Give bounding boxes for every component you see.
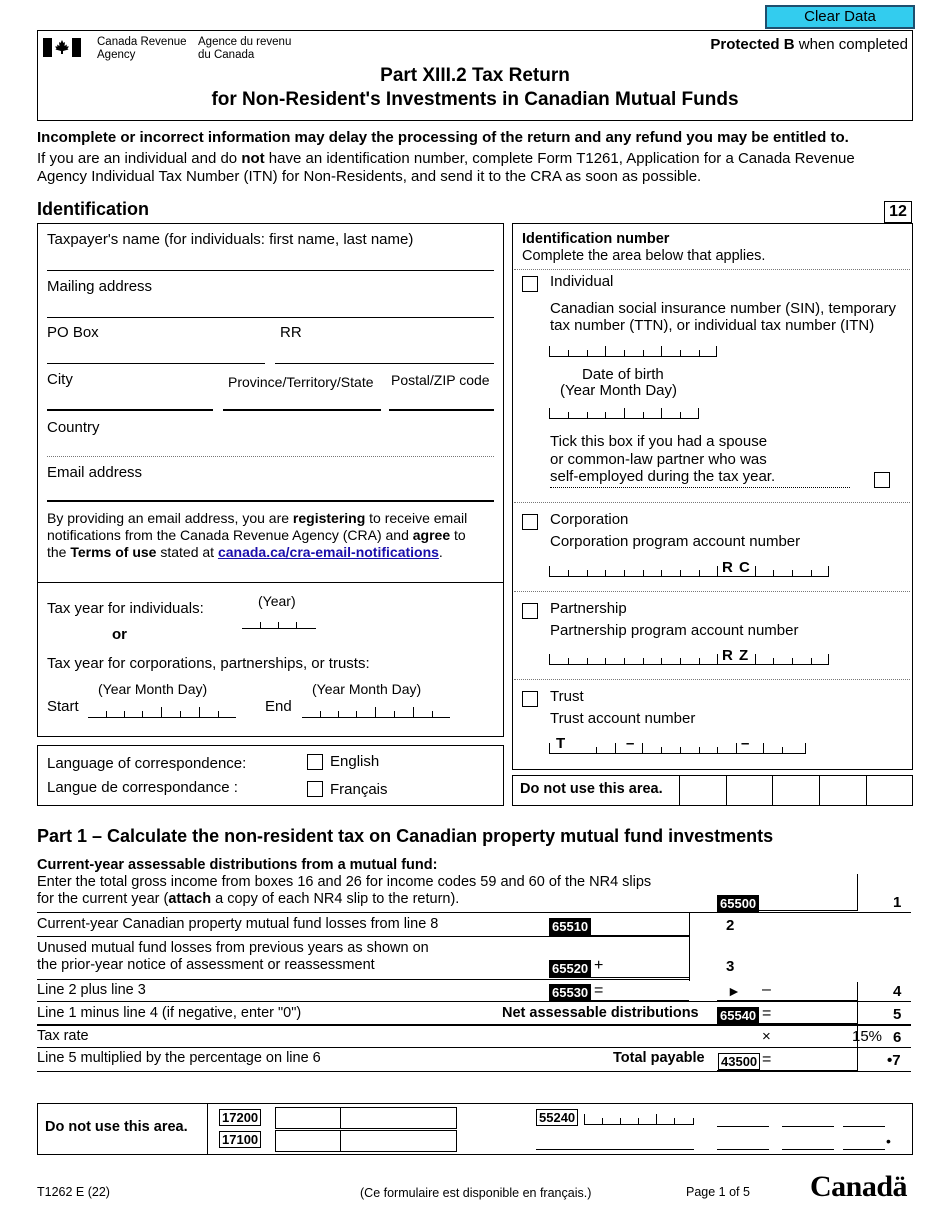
trust-account-label: Trust account number [550,710,696,727]
province-field[interactable] [223,409,381,411]
do-not-use-field [782,1126,834,1127]
divider [37,979,689,980]
agency-name-fr: Agence du revenu du Canada [198,36,292,61]
start-ymd-hint: (Year Month Day) [98,681,208,697]
spouse-self-employed-checkbox[interactable] [874,472,890,488]
equals-sign: = [762,1005,772,1022]
divider [37,1001,911,1002]
line1-amount-field[interactable] [717,910,857,911]
line-number-2: 2 [726,917,735,934]
form-title-line1: Part XIII.2 Tax Return [380,65,570,86]
city-label: City [47,371,73,388]
postal-label: Postal/ZIP code [391,372,490,388]
line5-text: Line 1 minus line 4 (if negative, enter "0") [37,1005,302,1021]
field-code-65530: 65530 [549,984,591,1001]
equals-sign: = [762,1051,772,1068]
do-not-use-field [843,1126,885,1127]
do-not-use-field [843,1149,885,1150]
individual-label: Individual [550,273,614,290]
intro-text-line2: Agency Individual Tax Number (ITN) for Non-Residents, and send it to the CRA as soon as possible. [37,168,702,185]
year-hint: (Year) [258,593,296,609]
field-code-65540: 65540 [717,1007,759,1024]
equals-sign: = [594,982,604,999]
tax-rate-value: 15% [852,1028,883,1045]
line7-text: Line 5 multiplied by the percentage on line 6 [37,1050,321,1066]
mailing-address-field[interactable] [47,317,494,318]
do-not-use-field [717,1149,769,1150]
or-label: or [112,626,127,643]
email-notifications-link[interactable]: canada.ca/cra-email-notifications [217,544,439,560]
divider [340,1130,341,1151]
trust-dash-1: – [626,735,635,752]
divider [514,269,910,270]
id-number-subtitle: Complete the area below that applies. [522,248,766,264]
taxpayer-name-field[interactable] [47,270,494,271]
field-code-65510: 65510 [549,918,591,935]
field-code-65500: 65500 [717,895,759,912]
line-number-5: 5 [893,1006,902,1023]
trust-label: Trust [550,688,584,705]
email-label: Email address [47,464,143,481]
line1-text: Enter the total gross income from boxes 16 and 26 for income codes 59 and 60 of the NR4 slips for the current year (attach a copy of each NR4 slip to the return). [37,874,652,907]
rz-prefix: R Z [722,647,749,664]
field-code-65520: 65520 [549,960,591,977]
divider [37,912,911,913]
form-title-line2: for Non-Resident's Investments in Canadian Mutual Funds [211,89,739,110]
trust-checkbox[interactable] [522,691,538,707]
mailing-address-label: Mailing address [47,278,153,295]
french-availability-note: (Ce formulaire est disponible en français.) [360,1186,592,1200]
divider [207,1103,208,1154]
francais-label: Français [330,781,388,798]
intro-warning: Incomplete or incorrect information may delay the processing of the return and any refund you may be entitled to. [37,129,849,146]
do-not-use-bottom-label: Do not use this area. [45,1119,188,1135]
trust-dash-2: – [741,735,750,752]
total-payable-label: Total payable [613,1050,705,1066]
field-code-17200: 17200 [219,1109,261,1126]
field-code-55240: 55240 [536,1109,578,1126]
language-fr-label: Langue de correspondance : [47,779,238,796]
do-not-use-field [536,1149,694,1150]
line2-text: Current-year Canadian property mutual fund losses from line 8 [37,916,439,932]
line3-text: Unused mutual fund losses from previous years as shown on the prior-year notice of assessment or reassessment [37,940,429,973]
field-code-43500: 43500 [718,1053,760,1070]
line-number-7: •7 [887,1052,901,1069]
plus-sign: + [594,957,604,974]
start-date-field[interactable] [88,703,236,718]
bullet-mark: • [886,1133,891,1149]
line6-text: Tax rate [37,1028,89,1044]
dob-hint: (Year Month Day) [560,382,677,399]
part-account-label: Partnership program account number [550,622,799,639]
divider [726,775,727,805]
line4-text: Line 2 plus line 3 [37,982,146,998]
city-field[interactable] [47,409,213,411]
english-label: English [330,753,380,770]
agency-name-en: Canada Revenue Agency [97,36,187,61]
clear-data-button[interactable]: Clear Data [765,5,915,29]
divider [857,874,858,911]
id-number-title: Identification number [522,231,670,247]
sin-field[interactable] [549,342,717,357]
tax-year-individuals-label: Tax year for individuals: [47,600,204,617]
field-code-17100: 17100 [219,1131,261,1148]
francais-checkbox[interactable] [307,781,323,797]
box-55240-field[interactable] [584,1110,694,1125]
identification-heading: Identification [37,199,149,219]
page-number: Page 1 of 5 [686,1185,750,1199]
spouse-dotted-leader [550,487,850,488]
box-number: 12 [884,201,912,223]
net-assessable-label: Net assessable distributions [502,1005,699,1021]
partnership-checkbox[interactable] [522,603,538,619]
canada-flag-icon [43,38,81,57]
divider [857,982,858,1072]
box-17200-field[interactable] [275,1107,457,1129]
line-number-1: 1 [893,894,902,911]
taxpayer-name-label: Taxpayer's name (for individuals: first name, last name) [47,231,414,248]
province-label: Province/Territory/State [228,374,374,390]
tax-year-field[interactable] [242,614,316,629]
do-not-use-label: Do not use this area. [520,781,663,797]
line3-amount-field[interactable] [549,977,689,978]
english-checkbox[interactable] [307,754,323,770]
rr-label: RR [280,324,302,341]
line-number-4: 4 [893,983,902,1000]
part1-heading: Part 1 – Calculate the non-resident tax on Canadian property mutual fund investments [37,826,774,846]
divider [37,1071,911,1072]
trust-t-prefix: T [556,735,566,752]
canada-wordmark: Canadä [810,1170,908,1203]
sin-label: Canadian social insurance number (SIN), temporary tax number (TTN), or individual tax number (ITN) [550,300,896,334]
divider [37,936,689,937]
intro-text-line1: If you are an individual and do not have an identification number, complete Form T1261, Application for a Canada Revenue [37,150,855,167]
tax-year-corp-label: Tax year for corporations, partnerships, or trusts: [47,655,370,672]
form-identifier: T1262 E (22) [37,1185,110,1199]
po-box-field[interactable] [47,363,265,364]
corp-account-field[interactable] [549,562,829,577]
divider [37,1024,911,1026]
corporation-label: Corporation [550,511,629,528]
part1-subheading: Current-year assessable distributions from a mutual fund: [37,857,438,873]
country-label: Country [47,419,100,436]
protected-b-label: Protected B when completed [710,36,908,53]
rr-field[interactable] [275,363,494,364]
end-ymd-hint: (Year Month Day) [312,681,422,697]
times-sign: × [762,1028,771,1045]
country-field[interactable] [47,456,494,457]
email-field[interactable] [47,500,494,502]
line-number-3: 3 [726,958,735,975]
end-date-field[interactable] [302,703,450,718]
trust-account-field[interactable] [549,739,806,754]
end-label: End [265,698,292,715]
divider [866,775,867,805]
email-consent-text: By providing an email address, you are registering to receive email notifications from the Canada Revenue Agency (CRA) and agree to the Terms of use stated at canada.ca/cra-email-notifications. [47,510,468,560]
dob-label: Date of birth [582,366,664,383]
divider [514,679,910,680]
partnership-label: Partnership [550,600,627,617]
divider [37,582,503,583]
divider [819,775,820,805]
divider [340,1107,341,1128]
start-label: Start [47,698,79,715]
corporation-checkbox[interactable] [522,514,538,530]
po-box-label: PO Box [47,324,99,341]
divider [514,591,910,592]
individual-checkbox[interactable] [522,276,538,292]
divider [772,775,773,805]
corp-account-label: Corporation program account number [550,533,801,550]
rc-prefix: R C [722,559,750,576]
partnership-account-field[interactable] [549,650,829,665]
minus-sign: – [762,981,771,998]
box-17100-field[interactable] [275,1130,457,1152]
line-number-6: 6 [893,1029,902,1046]
arrow-icon: ► [727,983,741,999]
divider [514,502,910,503]
divider [37,1047,911,1048]
do-not-use-field [782,1149,834,1150]
divider [689,913,690,981]
postal-field[interactable] [389,409,494,411]
dob-field[interactable] [549,404,699,419]
language-en-label: Language of correspondence: [47,755,247,772]
spouse-label: Tick this box if you had a spouse or common-law partner who was self-employed during the tax year. [550,433,776,485]
divider [679,775,680,805]
do-not-use-field [717,1126,769,1127]
